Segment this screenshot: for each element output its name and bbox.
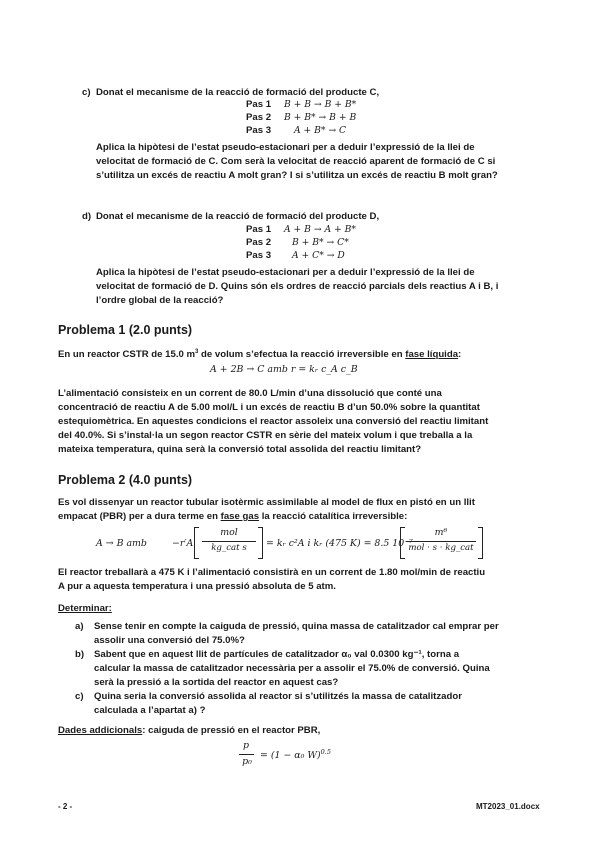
problema2-unit-den: kg_cat s	[211, 543, 247, 553]
dades-addicionals	[58, 724, 320, 737]
problema2-heading: Problema 2 (4.0 punts)	[58, 473, 193, 487]
item-c-step1-eq: B + B → B + B*	[284, 99, 357, 110]
fase-gas-underlined: fase gas	[220, 511, 260, 522]
final-eq-rhs	[260, 748, 331, 761]
problema2-unit-num: mol	[220, 527, 238, 538]
item-b-line: Sabent que en aquest llit de partícules de catalitzador α₀ val 0.0300 kg⁻¹, torna a	[94, 649, 460, 660]
fraction-bar	[239, 754, 254, 755]
item-d-text-line: velocitat de formació de D. Quins són els ordres de reacció parcials dels reactius A i B, i	[96, 281, 499, 292]
problema2-unit2-den: mol · s · kg_cat	[408, 543, 474, 553]
item-d-step1-eq: A + B → A + B*	[284, 224, 356, 235]
item-c-label: c)	[82, 87, 91, 98]
item-c2-line: Quina seria la conversió assolida al reactor si s’utilitzés la massa de catalitzador	[94, 691, 462, 702]
item-c2-line: calculada a l’apartat a) ?	[94, 705, 206, 716]
dades-text: : caiguda de pressió en el reactor PBR,	[142, 725, 321, 736]
final-eq-exp: 0.5	[320, 748, 331, 756]
problema1-equation: A + 2B → C amb r = kᵣ c_A c_B	[210, 364, 358, 375]
problema1-line: estequiomètrica. En aquestes condicions el reactor assoleix una conversió del reactiu limitant	[58, 416, 489, 427]
page-number: - 2 -	[58, 802, 73, 811]
problema2-intro-part: la reacció catalítica irreversible:	[259, 511, 408, 522]
item-b-line: serà la pressió a la sortida del reactor en aquest cas?	[94, 677, 339, 688]
problema1-intro-part: En un reactor CSTR de 15.0 m	[58, 349, 196, 361]
fase-liquida-underlined: fase líquida	[405, 349, 459, 361]
problema1-line: del 40.0%. Si s’instal·la un segon reactor CSTR en sèrie del mateix volum i que treballa a la	[58, 430, 473, 441]
problema1-line: L’alimentació consisteix en un corrent de 80.0 L/min d’una dissolució que conté una	[58, 388, 442, 399]
final-eq-num: p	[242, 740, 249, 751]
item-d-text-line: Aplica la hipòtesi de l’estat pseudo-estacionari per a deduir l’expressió de la llei de	[96, 267, 475, 278]
item-d-text-line: l’ordre global de la reacció?	[96, 295, 224, 306]
problema1-intro-part: de volum s’efectua la reacció irreversible en	[198, 349, 406, 361]
item-c-step3-name: Pas 3	[246, 125, 272, 136]
problema2-line: El reactor treballarà a 475 K i l’alimentació consistirà en un corrent de 1.80 mol/min de reactiu	[58, 567, 486, 578]
item-c-step2-name: Pas 2	[246, 112, 272, 123]
problema1-intro-part: :	[458, 349, 462, 361]
item-d-step1-name: Pas 1	[246, 224, 272, 235]
bracket-right	[478, 527, 483, 559]
file-name: MT2023_01.docx	[476, 802, 540, 811]
item-c2-label: c)	[75, 691, 84, 702]
problema1-line: concentració de reactiu A de 5.00 mol/L i un excés de reactiu B d’un 50.0% sobre la quantitat	[58, 402, 480, 413]
problema1-intro-sup: 3	[195, 349, 199, 355]
item-a-label: a)	[75, 621, 84, 632]
item-c-step3-eq: A + B* → C	[294, 125, 347, 136]
problema2-intro-part: empacat (PBR) per a dura terme en	[58, 511, 221, 522]
item-d-step3-eq: A + C* → D	[292, 250, 345, 261]
item-b-label: b)	[75, 649, 85, 660]
item-d-intro: Donat el mecanisme de la reacció de formació del producte D,	[96, 211, 380, 222]
problema2-eq-rate: −r′A	[172, 538, 194, 549]
problema1-line: mateixa temperatura, quina serà la conversió total assolida del reactiu limitant?	[58, 444, 422, 455]
item-d-step2-name: Pas 2	[246, 237, 272, 248]
item-c-step1-name: Pas 1	[246, 99, 272, 110]
fraction-bar	[202, 541, 256, 542]
item-c-text-line: s’utilitza un excés de reactiu A molt gran? I si s’utilitza un excés de reactiu B molt gran?	[96, 170, 498, 181]
problema2-eq-mid: = kᵣ c²A i kᵣ (475 K) = 8.5 10⁻⁷	[266, 538, 413, 549]
item-c-step2-eq: B + B* → B + B	[284, 112, 357, 123]
item-d-step3-name: Pas 3	[246, 250, 272, 261]
problema1-intro	[58, 346, 461, 361]
final-eq-den: p₀	[242, 756, 252, 767]
final-eq-rhs-text: = (1 − α₀ W)	[260, 750, 321, 762]
item-c-intro: Donat el mecanisme de la reacció de formació del producte C,	[96, 87, 380, 98]
fraction-bar	[406, 541, 476, 542]
dades-label: Dades addicionals	[58, 725, 143, 736]
item-c-text-line: velocitat de formació de C. Com serà la velocitat de reacció aparent de formació de C si	[96, 156, 496, 167]
bracket-left	[194, 527, 199, 559]
problema2-intro-line: Es vol dissenyar un reactor tubular isotèrmic assimilable al model de flux en pistó en un llit	[58, 497, 475, 508]
bracket-right	[258, 527, 263, 559]
item-a-line: assolir una conversió del 75.0%?	[94, 635, 245, 646]
item-b-line: calcular la massa de catalitzador necessària per a assolir el 75.0% de conversió. Quina	[94, 663, 490, 674]
problema2-line: A pur a aquesta temperatura i una pressió absoluta de 5 atm.	[58, 581, 336, 592]
problema2-intro-line	[58, 510, 407, 523]
problema2-eq-left: A → B amb	[96, 538, 147, 549]
item-d-step2-eq: B + B* → C*	[292, 237, 349, 248]
problema1-heading: Problema 1 (2.0 punts)	[58, 323, 193, 337]
item-d-label: d)	[82, 211, 92, 222]
item-c-text-line: Aplica la hipòtesi de l’estat pseudo-estacionari per a deduir l’expressió de la llei de	[96, 142, 475, 153]
problema2-unit2-num: m⁶	[434, 527, 448, 538]
item-a-line: Sense tenir en compte la caiguda de pressió, quina massa de catalitzador cal emprar per	[94, 621, 499, 632]
determinar-label: Determinar:	[58, 603, 112, 614]
